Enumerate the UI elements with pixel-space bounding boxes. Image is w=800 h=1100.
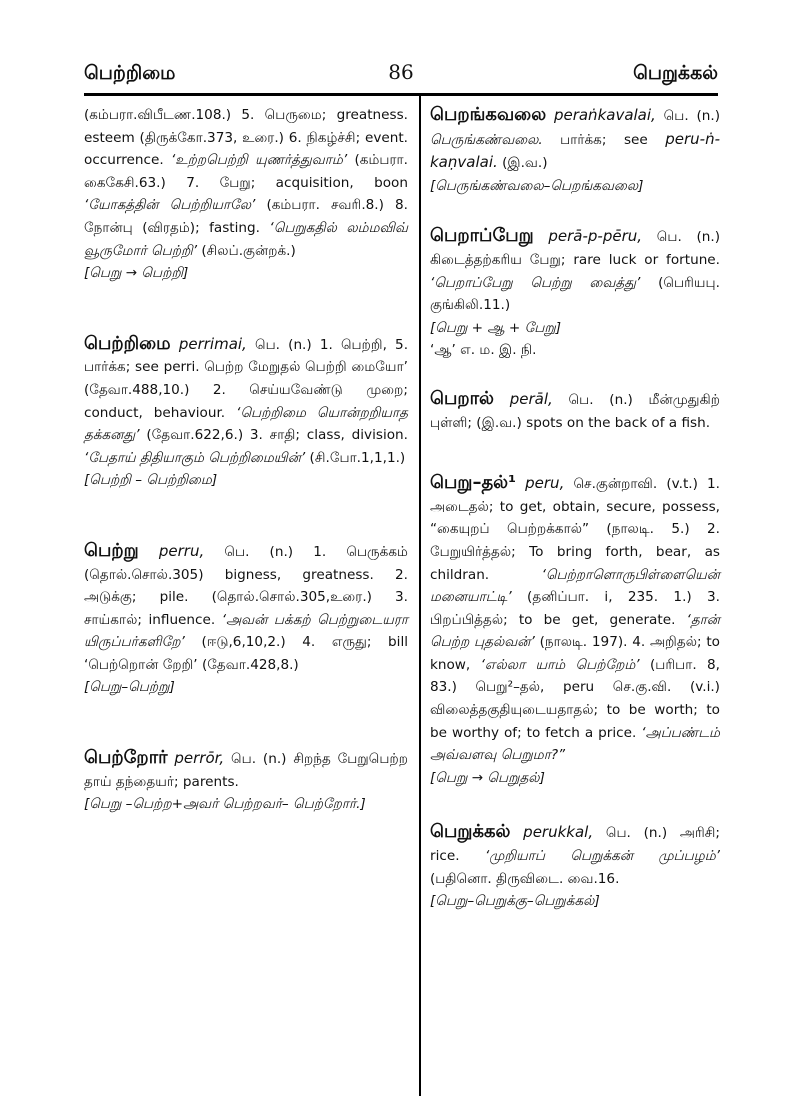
headword: பெற்றோர் — [84, 747, 168, 769]
page-header — [84, 62, 718, 96]
transliteration: perukkal, — [523, 823, 594, 842]
cont-quote: ‘பெறுகதில் லம்மவிவ் வூருமோர் பெற்றி’ — [84, 219, 408, 259]
column-divider — [419, 96, 421, 1096]
definition: (தனிப்பா. i, 235. 1.) 3. பிறப்பித்தல்; to be get, generate. — [430, 589, 720, 628]
quotation: ‘பேதாய் திதியாகும் பெற்றிமையின்’ — [84, 449, 306, 466]
headword: பெறால் — [430, 387, 495, 409]
cont-quote: ‘உற்றபெற்றி யுணர்த்துவாம்’ — [170, 152, 348, 169]
definition: பெ. (n.) அரிசி; rice. — [430, 825, 721, 865]
transliteration: perrimai, — [178, 334, 247, 353]
transliteration: perā-p-pēru, — [548, 227, 643, 246]
entry-perappēru — [430, 225, 720, 362]
etymology: [பெறு–பெறுக்கு–பெறுக்கல்] — [430, 893, 600, 910]
cross-reference: பெருங்கண்வலை. — [430, 131, 543, 148]
cont-text: (சிலப்.குன்றக்.) — [201, 242, 296, 259]
definition: பெ. (n.) மீன்முதுகிற் புள்ளி; (இ.வ.) spots on the back of a fish. — [430, 391, 720, 431]
definition: (நாலடி. 197). 4. அறிதல்; to know, — [430, 634, 720, 673]
entry-perror — [84, 747, 408, 816]
definition: (பரிபா. 8, 83.) பெறு²–தல், peru செ.கு.வி. (v.i.) விலைத்தகுதியுடையதாதல்; to be worth; to be worthy of; to fetch a price. — [430, 656, 720, 741]
headword: பெறு–தல்¹ — [430, 472, 517, 494]
etymology: [பெறு → பெறுதல்] — [430, 769, 545, 786]
definition: பெ. (n.) கிடைத்தற்கரிய பேறு; rare luck or fortune. — [430, 229, 721, 268]
citation: (பதினொ. திருவிடை. வை.16. — [430, 870, 620, 887]
etymology: [பெறு + ஆ + பேறு] — [430, 319, 562, 336]
etymology: [பெருங்கண்வலை–பெறங்கவலை] — [430, 177, 644, 194]
etymology: [பெறு–பெற்று] — [84, 679, 175, 696]
etymology: [பெற்றி – பெற்றிமை] — [84, 472, 218, 489]
definition: (தேவா.622,6.) 3. சாதி; class, division. — [146, 427, 408, 444]
left-column — [84, 104, 408, 834]
continued-entry — [84, 104, 408, 285]
definition: பெ. (n.) 1. பெருக்கம் (தொல்.சொல்.305) bigness, greatness. 2. அடுக்கு; pile. (தொல்.சொல்.305,உரை.) 3. சாய்கால்; influence. — [84, 543, 408, 628]
citation: (சி.போ.1,1,1.) — [309, 449, 406, 466]
entry-perru — [84, 540, 408, 699]
grammar-note: ‘ஆ’ எ. ம. இ. நி. — [430, 342, 537, 359]
transliteration: peru-ṅ-kaṇvalai. — [430, 129, 720, 172]
quotation: ‘முறியாப் பெறுக்கன் முப்பழம்’ — [484, 848, 720, 865]
quotation: ‘அவன் பக்கற் பெற்றுடையரா யிருப்பர்களிறே’ — [84, 611, 408, 651]
right-running-headword: பெறுக்கல் — [633, 62, 718, 84]
transliteration: perāl, — [509, 389, 553, 408]
quotation: ‘தான் பெற்ற புதல்வன்’ — [430, 611, 720, 651]
definition: செ.குன்றாவி. (v.t.) 1. அடைதல்; to get, obtain, secure, possess, “கையுறப் பெற்றக்கால்” (நாலடி. 5.) 2. பேறுயிர்த்தல்; To bring forth, bear, as childran. — [430, 476, 720, 583]
quotation: ‘பெறாப்பேறு பெற்று வைத்து’ — [430, 274, 641, 291]
citation: (பெரியபு. குங்கிலி.11.) — [430, 274, 720, 314]
cont-text: (கம்பரா. கைகேசி.63.) 7. பேறு; acquisition, boon — [84, 152, 408, 191]
entry-peral — [430, 388, 720, 434]
quotation: ‘பெற்றாளொருபிள்ளையென் மனையாட்டி’ — [430, 566, 720, 606]
entry-perrimai — [84, 333, 408, 492]
page-number: 86 — [388, 60, 414, 84]
etymology: [பெறு –பெற்ற+அவர் பெற்றவர்– பெற்றோர்.] — [84, 796, 366, 813]
definition: பெ. (n.) — [663, 108, 720, 124]
left-running-headword: பெற்றிமை — [84, 62, 176, 84]
definition: பெ. (n.) சிறந்த பேறுபெற்ற தாய் தந்தையர்; parents. — [84, 751, 408, 790]
cont-text: (கம்பரா. சவரி.8.) 8. நோன்பு (விரதம்); fasting. — [84, 197, 408, 236]
right-column — [430, 104, 720, 931]
transliteration: perru, — [158, 541, 205, 560]
headword: பெற்று — [84, 539, 139, 561]
transliteration: peraṅkavalai, — [553, 106, 656, 124]
definition: (ஈடு,6,10,2.) 4. எருது; bill ‘பெற்றொன் றேறி’ (தேவா.428,8.) — [84, 634, 409, 673]
header-rule — [84, 93, 718, 96]
headword: பெற்றிமை — [84, 332, 171, 354]
headword: பெறாப்பேறு — [430, 225, 534, 247]
headword: பெறுக்கல் — [430, 821, 511, 843]
definition: பார்க்க; see — [560, 131, 648, 148]
transliteration: perrōr, — [174, 749, 225, 768]
quotation: ‘அப்பண்டம் அவ்வளவு பெறுமா?” — [430, 724, 720, 764]
quotation: ‘பெற்றிமை யொன்றறியாத தக்கனது’ — [84, 404, 409, 444]
headword: பெறங்கவலை — [430, 104, 547, 125]
quotation: ‘எல்லா யாம் பெற்றேம்’ — [480, 656, 640, 673]
entry-perudal — [430, 472, 720, 789]
entry-perukkal — [430, 821, 720, 912]
cont-text: (கம்பரா.விபீடண.108.) 5. பெருமை; greatness. esteem (திருக்கோ.373, உரை.) 6. நிகழ்ச்சி; event. occurrence. — [84, 107, 408, 169]
entry-peranka-valai — [430, 104, 720, 197]
definition: பெ. (n.) 1. பெற்றி, 5. பார்க்க; see perri. பெற்ற மேறுதல் பெற்றி மையோ’ (தேவா.488,10.) 2. செய்யவேண்டு முறை; conduct, behaviour. — [84, 336, 409, 421]
cont-quote: ‘யோகத்தின் பெற்றியாலே’ — [84, 197, 256, 214]
etymology: [பெறு → பெற்றி] — [84, 265, 189, 282]
usage-label: (இ.வ.) — [502, 155, 548, 172]
transliteration: peru, — [525, 474, 565, 493]
